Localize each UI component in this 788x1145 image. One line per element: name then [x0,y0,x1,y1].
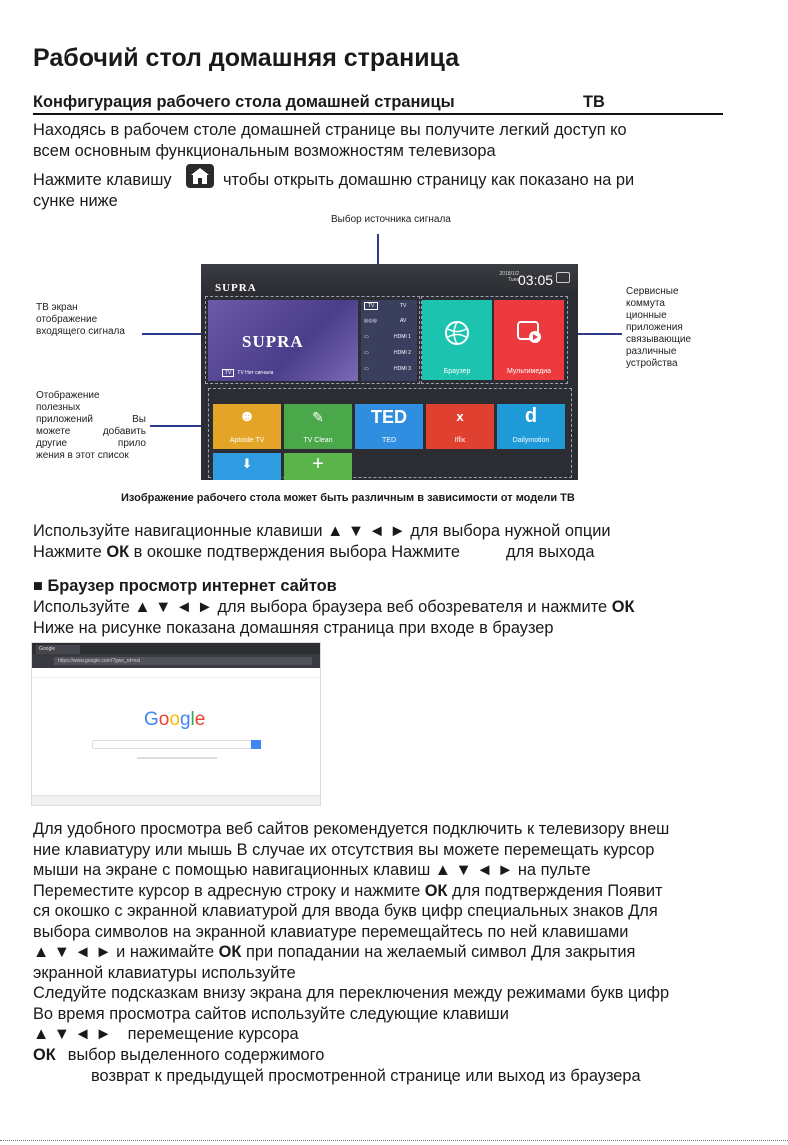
source-item-hdmi1[interactable]: ▭ HDMI 1 [364,334,411,340]
source-item-av[interactable]: ◎◎◎ AV [364,318,407,324]
source-item-hdmi2[interactable]: ▭ HDMI 2 [364,350,411,356]
app-download[interactable]: ⬇ [213,453,281,480]
app-ted[interactable]: TED TED [355,404,423,449]
body-p2-1: Переместите курсор в адресную строку и нажмите ОК для подтверждения Появит [33,882,663,900]
google-search-button[interactable] [251,740,261,749]
multimedia-play-icon [516,320,542,344]
home-key-icon [185,163,215,189]
intro-line-1: Находясь в рабочем столе домашней странице вы получите легкий доступ ко [33,121,627,139]
home-line-c: сунке ниже [33,192,118,210]
tv-preview-brand: SUPRA [242,332,304,351]
body-p2-4: ▲ ▼ ◄ ► и нажимайте ОК при попадании на желаемый символ Для закрытия [33,943,636,961]
body-p2-5: экранной клавиатуры используйте [33,964,296,982]
browser-line-1: Используйте ▲ ▼ ◄ ► для выбора браузера веб обозревателя и нажмите ОК [33,598,635,616]
body-p2-3: выбора символов на экранной клавиатуре перемещайтесь по ней клавишами [33,923,629,941]
home-line-b: чтобы открыть домашню страницу как показано на ри [223,171,635,189]
source-item-hdmi3[interactable]: ▭ HDMI 3 [364,366,411,372]
nav-line-2: Нажмите ОК в окошке подтверждения выбора Нажмите для выхода [33,543,595,561]
tv-brand-top: SUPRA [215,282,257,294]
callout-apps-pointer [150,425,206,427]
body-p1-2: ние клавиатуру или мышь В случае их отсутствия вы можете перемещать курсор [33,841,655,859]
section-heading: Конфигурация рабочего стола домашней страницы ТВ [33,93,605,111]
tile-browser[interactable]: Браузер [422,300,492,380]
app-dailymotion[interactable]: d Dailymotion [497,404,565,449]
body-p4: Во время просмотра сайтов используйте следующие клавиши [33,1005,509,1023]
browser-tab[interactable]: Google [36,645,80,654]
callout-tv-pointer [142,333,204,335]
tile-multimedia[interactable]: Мультимедиа [494,300,564,380]
callout-apps: Отображение полезных приложений Вы можете добавить другие прило жения в этот список [36,390,146,461]
browser-globe-icon [444,320,470,346]
nav-line-1: Используйте навигационные клавиши ▲ ▼ ◄ ► для выбора нужной опции [33,522,611,540]
body-p1-3: мыши на экране с помощью навигационных клавиш ▲ ▼ ◄ ► на пульте [33,861,591,879]
key-move: ▲ ▼ ◄ ► перемещение курсора [33,1025,299,1043]
source-item-tv[interactable]: TV TV [364,303,415,309]
tv-source-list [361,300,417,381]
body-p1-1: Для удобного просмотра веб сайтов рекомендуется подключить к телевизору внеш [33,820,670,838]
tv-preview[interactable] [208,300,358,381]
app-aptoide-tv[interactable]: ☻ Aptoide TV [213,404,281,449]
browser-url-bar[interactable]: https://www.google.com/?gws_rd=ssl [54,657,312,665]
key-back: возврат к предыдущей просмотренной странице или выход из браузера [91,1067,641,1085]
callout-source: Выбор источника сигнала [331,214,451,225]
body-p3: Следуйте подсказкам внизу экрана для переключения между режимами букв цифр [33,984,670,1002]
figure-caption: Изображение рабочего стола может быть различным в зависимости от модели ТВ [121,492,575,504]
section-rule [33,113,723,115]
google-logo: Google [144,709,206,730]
browser-line-2: Ниже на рисунке показана домашняя страница при входе в браузер [33,619,554,637]
tv-home-screenshot [201,264,578,480]
app-tv-clean[interactable]: ✎ TV Clean [284,404,352,449]
app-add[interactable]: + [284,453,352,480]
page-title: Рабочий стол домашняя страница [33,44,460,72]
callout-tv-screen: ТВ экран отображение входящего сигнала [36,302,125,337]
tv-network-icon [556,272,570,283]
tv-date: 2018/1/2 Tues [499,271,519,283]
tv-status: TV TV Нет сигнала [222,370,273,376]
app-iflix[interactable]: x Iflix [426,404,494,449]
key-ok: ОК выбор выделенного содержимого [33,1046,325,1064]
callout-services: Сервисные коммута ционные приложения связывающие различные устройства [626,286,692,369]
page-bottom-rule [0,1140,788,1141]
intro-line-2: всем основным функциональным возможностям телевизора [33,142,496,160]
tv-clock: 03:05 [518,272,554,288]
browser-heading: ■ Браузер просмотр интернет сайтов [33,577,337,595]
google-search-input[interactable] [92,740,252,749]
home-line-a: Нажмите клавишу [33,171,172,189]
body-p2-2: ся окошко с экранной клавиатурой для ввода букв цифр специальных знаков Для [33,902,658,920]
browser-screenshot [31,642,321,806]
